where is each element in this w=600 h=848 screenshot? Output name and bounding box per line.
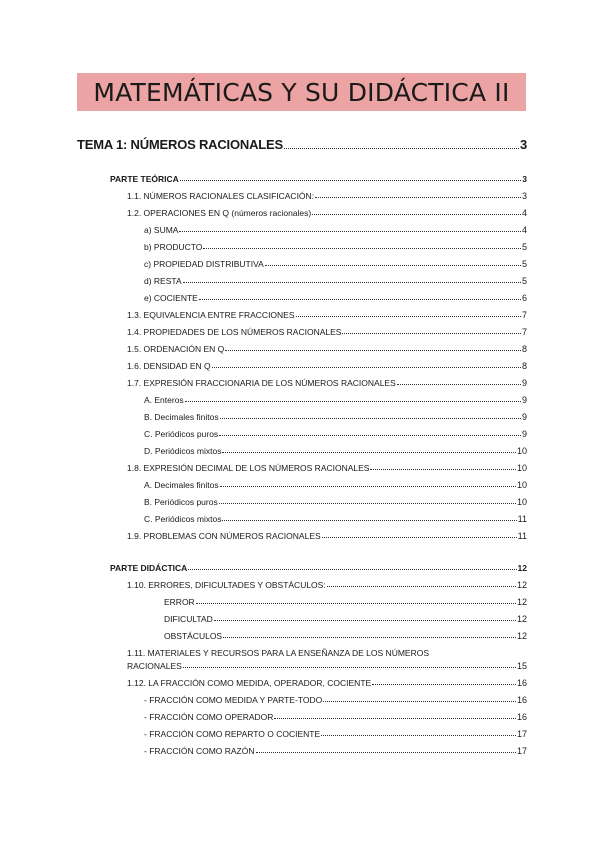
toc-entry-page: 7 <box>521 310 527 320</box>
toc-entry[interactable] <box>127 678 527 688</box>
toc-entry[interactable] <box>127 344 527 354</box>
toc-entry-page: 17 <box>516 746 527 756</box>
toc-entry-label: - FRACCIÓN COMO RAZÓN <box>144 746 255 756</box>
toc-entry-label: A. Enteros <box>144 395 184 405</box>
toc-entry[interactable] <box>127 327 527 337</box>
toc-leader-dots <box>183 666 516 668</box>
toc-entry[interactable] <box>144 259 527 269</box>
toc-entry[interactable] <box>144 497 527 507</box>
toc-leader-dots <box>214 619 516 621</box>
toc-entry-label: d) RESTA <box>144 276 182 286</box>
toc-leader-dots <box>179 230 521 232</box>
toc-entry-label: ERROR <box>164 597 195 607</box>
toc-entry[interactable] <box>144 746 527 756</box>
toc-entry-page: 16 <box>516 678 527 688</box>
toc-entry-page: 8 <box>521 361 527 371</box>
toc-entry-label: a) SUMA <box>144 225 179 235</box>
toc-entry-page: 12 <box>516 631 527 641</box>
toc-entry[interactable] <box>144 242 527 252</box>
toc-entry-label: c) PROPIEDAD DISTRIBUTIVA <box>144 259 264 269</box>
toc-entry-label: PARTE DIDÁCTICA <box>110 563 188 573</box>
toc-leader-dots <box>196 602 516 604</box>
toc-entry-page: 11 <box>517 514 527 524</box>
toc-entry-page: 3 <box>519 137 527 152</box>
toc-leader-dots <box>323 700 516 702</box>
toc-entry-label: DIFICULTAD <box>164 614 213 624</box>
toc-entry-wrapped-line: 1.11. MATERIALES Y RECURSOS PARA LA ENSEÑANZA DE LOS NÚMEROS <box>127 648 430 658</box>
toc-entry[interactable] <box>127 361 527 371</box>
toc-entry-label: - FRACCIÓN COMO OPERADOR <box>144 712 274 722</box>
toc-entry-label: PARTE TEÓRICA <box>110 174 179 184</box>
toc-entry-page: 15 <box>516 661 527 671</box>
toc-leader-dots <box>180 179 521 181</box>
toc-entry[interactable] <box>127 378 527 388</box>
toc-entry-label: OBSTÁCULOS <box>164 631 223 641</box>
toc-entry[interactable] <box>144 412 527 422</box>
toc-entry-label: 1.5. ORDENACIÓN EN Q <box>127 344 225 354</box>
toc-entry-label: B. Decimales finitos <box>144 412 219 422</box>
toc-leader-dots <box>220 485 516 487</box>
toc-entry[interactable] <box>127 310 527 320</box>
toc-leader-dots <box>223 636 516 638</box>
toc-leader-dots <box>199 298 521 300</box>
toc-leader-dots <box>274 717 516 719</box>
toc-entry-page: 11 <box>517 531 527 541</box>
toc-entry-page: 10 <box>516 446 527 456</box>
toc-entry-label: A. Decimales finitos <box>144 480 219 490</box>
toc-entry-label: 1.9. PROBLEMAS CON NÚMEROS RACIONALES <box>127 531 321 541</box>
toc-entry-tema-1[interactable] <box>77 137 527 152</box>
toc-entry[interactable] <box>164 631 527 641</box>
toc-entry-page: 9 <box>521 395 527 405</box>
toc-entry[interactable] <box>144 293 527 303</box>
toc-entry-label: TEMA 1: NÚMEROS RACIONALES <box>77 137 283 152</box>
toc-leader-dots <box>397 383 521 385</box>
toc-leader-dots <box>222 519 516 521</box>
toc-entry-page: 12 <box>516 597 527 607</box>
toc-entry-page: 16 <box>516 712 527 722</box>
toc-entry-parte-teorica[interactable] <box>110 174 527 184</box>
toc-entry-label: 1.6. DENSIDAD EN Q <box>127 361 211 371</box>
toc-leader-dots <box>265 264 521 266</box>
toc-entry-page: 4 <box>521 208 527 218</box>
toc-entry-page: 9 <box>521 412 527 422</box>
toc-entry-label: 1.10. ERRORES, DIFICULTADES Y OBSTÁCULOS: <box>127 580 326 590</box>
toc-entry[interactable] <box>127 208 527 218</box>
toc-leader-dots <box>183 281 521 283</box>
toc-entry-label: 1.12. LA FRACCIÓN COMO MEDIDA, OPERADOR, COCIENTE <box>127 678 372 688</box>
toc-entry-page: 4 <box>521 225 527 235</box>
toc-leader-dots <box>321 734 516 736</box>
toc-entry-label: e) COCIENTE <box>144 293 198 303</box>
toc-entry[interactable] <box>144 395 527 405</box>
document-title: MATEMÁTICAS Y SU DIDÁCTICA II <box>93 77 510 107</box>
toc-entry-page: 16 <box>516 695 527 705</box>
toc-leader-dots <box>322 536 517 538</box>
toc-entry-page: 5 <box>521 242 527 252</box>
toc-entry-label: B. Periódicos puros <box>144 497 218 507</box>
toc-leader-dots <box>327 585 516 587</box>
toc-leader-dots <box>222 451 516 453</box>
toc-entry[interactable] <box>127 661 527 671</box>
toc-leader-dots <box>315 196 521 198</box>
toc-leader-dots <box>203 247 521 249</box>
toc-leader-dots <box>219 434 521 436</box>
toc-entry[interactable] <box>144 695 527 705</box>
toc-entry-page: 5 <box>521 276 527 286</box>
toc-entry-page: 7 <box>521 327 527 337</box>
toc-entry-page: 12 <box>516 580 527 590</box>
toc-entry[interactable] <box>144 446 527 456</box>
toc-leader-dots <box>185 400 521 402</box>
toc-entry[interactable] <box>144 712 527 722</box>
toc-entry-page: 3 <box>521 191 527 201</box>
toc-leader-dots <box>225 349 521 351</box>
toc-entry[interactable] <box>127 191 527 201</box>
toc-leader-dots <box>370 468 516 470</box>
toc-entry-label: D. Periódicos mixtos <box>144 446 222 456</box>
toc-leader-dots <box>188 568 516 570</box>
toc-entry-page: 12 <box>517 563 527 573</box>
toc-entry[interactable] <box>164 597 527 607</box>
toc-entry-page: 17 <box>516 729 527 739</box>
toc-entry-label: C. Periódicos mixtos <box>144 514 222 524</box>
toc-entry-page: 8 <box>521 344 527 354</box>
toc-entry-page: 3 <box>522 174 527 184</box>
toc-leader-dots <box>296 315 521 317</box>
toc-entry-label: 1.3. EQUIVALENCIA ENTRE FRACCIONES <box>127 310 295 320</box>
toc-entry-label: 1.8. EXPRESIÓN DECIMAL DE LOS NÚMEROS RACIONALES <box>127 463 370 473</box>
toc-entry-label: RACIONALES <box>127 661 182 671</box>
toc-entry[interactable] <box>144 514 527 524</box>
toc-entry-label: b) PRODUCTO <box>144 242 203 252</box>
document-title-band <box>77 73 526 111</box>
toc-leader-dots <box>219 502 516 504</box>
toc-entry-label: 1.1. NÚMEROS RACIONALES CLASIFICACIÓN: <box>127 191 315 201</box>
toc-entry[interactable] <box>144 729 527 739</box>
toc-entry-page: 9 <box>521 378 527 388</box>
toc-entry-parte-didactica[interactable] <box>110 563 527 573</box>
toc-leader-dots <box>312 213 521 215</box>
toc-entry[interactable] <box>144 225 527 235</box>
toc-leader-dots <box>342 332 521 334</box>
toc-entry-page: 10 <box>516 497 527 507</box>
toc-leader-dots <box>220 417 521 419</box>
toc-entry[interactable] <box>127 531 527 541</box>
toc-entry-page: 10 <box>516 463 527 473</box>
toc-entry-label: - FRACCIÓN COMO REPARTO O COCIENTE <box>144 729 321 739</box>
toc-entry-label: - FRACCIÓN COMO MEDIDA Y PARTE-TODO <box>144 695 323 705</box>
toc-entry-label: C. Periódicos puros <box>144 429 219 439</box>
toc-entry[interactable] <box>144 276 527 286</box>
toc-entry[interactable] <box>144 480 527 490</box>
toc-leader-dots <box>212 366 521 368</box>
toc-entry-label: 1.7. EXPRESIÓN FRACCIONARIA DE LOS NÚMEROS RACIONALES <box>127 378 396 388</box>
toc-entry-page: 6 <box>521 293 527 303</box>
toc-entry-label: 1.4. PROPIEDADES DE LOS NÚMEROS RACIONALES <box>127 327 342 337</box>
toc-entry[interactable] <box>164 614 527 624</box>
toc-leader-dots <box>372 683 516 685</box>
toc-entry-label: 1.2. OPERACIONES EN Q (números racionales) <box>127 208 312 218</box>
toc-entry-page: 12 <box>516 614 527 624</box>
toc-entry[interactable] <box>144 429 527 439</box>
toc-entry-page: 10 <box>516 480 527 490</box>
toc-entry[interactable] <box>127 463 527 473</box>
toc-leader-dots <box>256 751 516 753</box>
toc-entry[interactable] <box>127 580 527 590</box>
toc-entry-page: 9 <box>521 429 527 439</box>
toc-entry-page: 5 <box>521 259 527 269</box>
toc-leader-dots <box>284 147 519 149</box>
